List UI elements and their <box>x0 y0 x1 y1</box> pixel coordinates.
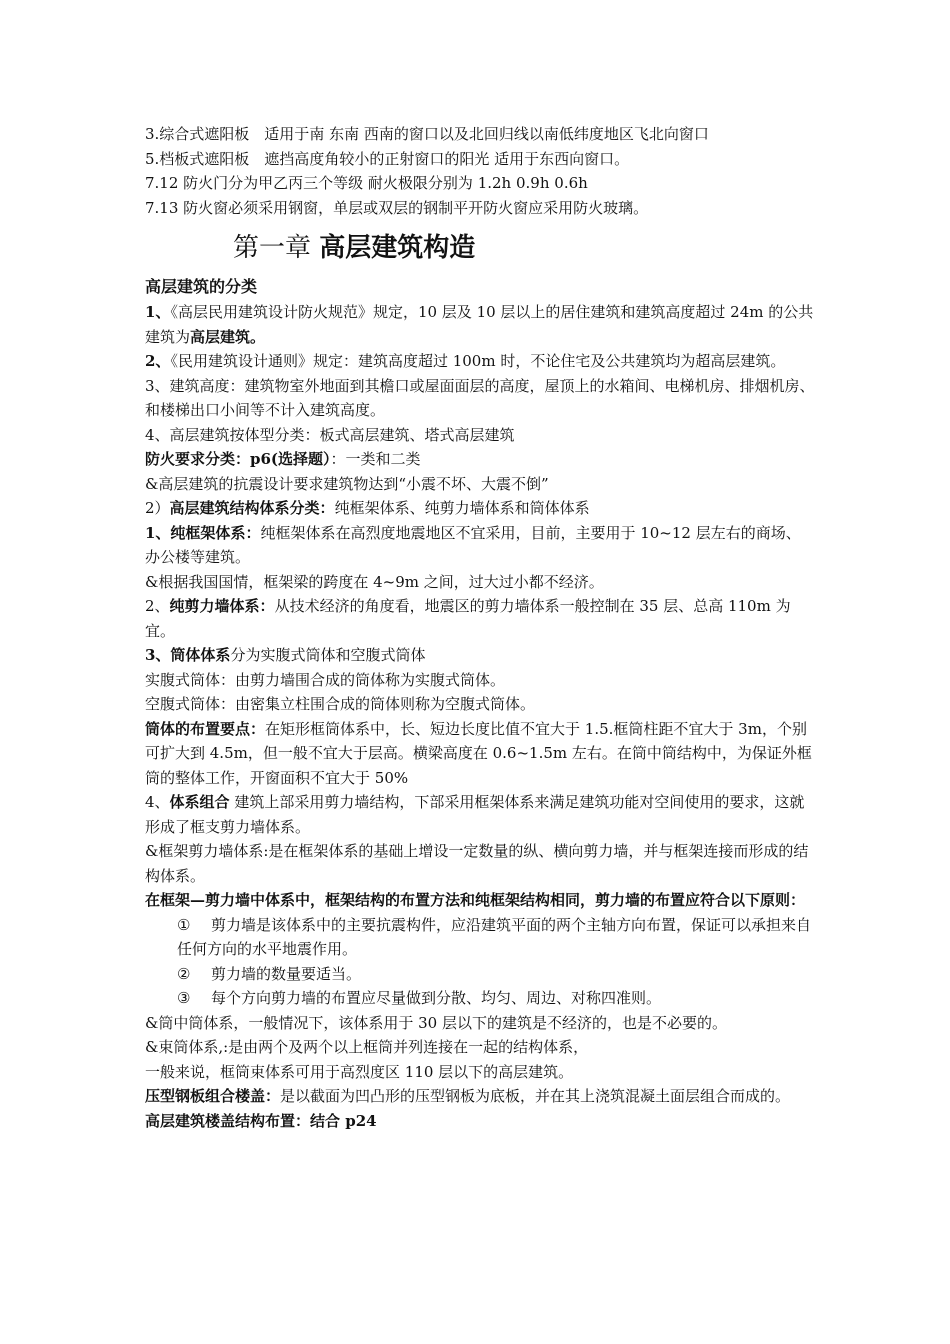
structure-system <box>145 496 815 521</box>
frame-shear-wall: &框架剪力墙体系:是在框架体系的基础上增设一定数量的纵、横向剪力墙，并与框架连接而形成的结构体系。 <box>145 842 809 885</box>
section-heading: 高层建筑的分类 <box>145 277 258 296</box>
rule-2 <box>145 962 815 987</box>
frame-system-text: 纯框架体系在高烈度地震地区不宜采用，目前，主要用于 10~12 层左右的商场、办公楼等建筑。 <box>145 523 801 566</box>
item-1-text: 《高层民用建筑设计防火规范》规定，10 层及 10 层以上的居住建筑和建筑高度超过 24m 的公共建筑为 <box>145 303 814 346</box>
rule-3 <box>145 986 815 1011</box>
chapter-name: 高层建筑构造 <box>319 233 476 263</box>
layout-principle: 在框架—剪力墙中体系中，框架结构的布置方法和纯框架结构相同，剪力墙的布置应符合以下原则： <box>145 891 806 909</box>
system-combination <box>145 790 815 839</box>
item-4: 4、高层建筑按体型分类：板式高层建筑、塔式高层建筑 <box>145 425 515 444</box>
rule-2-marker: ② <box>177 964 191 983</box>
frame-system-label: 1、纯框架体系： <box>145 523 261 542</box>
system-combination-text: 建筑上部采用剪力墙结构，下部采用框架体系来满足建筑功能对空间使用的要求，这就形成了框支剪力墙体系。 <box>145 793 805 836</box>
rule-1-text: 剪力墙是该体系中的主要抗震构件，应沿建筑平面的两个主轴方向布置，保证可以承担来自任何方向的水平地震作用。 <box>177 915 812 958</box>
solid-tube: 实腹式筒体：由剪力墙围合成的筒体称为实腹式筒体。 <box>145 670 506 689</box>
tube-system-text: 分为实腹式筒体和空腹式筒体 <box>230 646 426 664</box>
item-2 <box>145 349 815 374</box>
tube-system-label: 3、筒体体系 <box>145 646 231 664</box>
line-fire-window: 7.13 防火窗必须采用钢窗，单层或双层的钢制平开防火窗应采用防火玻璃。 <box>145 198 649 217</box>
rule-3-marker: ③ <box>177 989 191 1007</box>
steel-deck-label: 压型钢板组合楼盖： <box>145 1087 281 1105</box>
fire-classification-text: ：一类和二类 <box>330 450 421 468</box>
tube-in-tube: &筒中筒体系，一般情况下，该体系用于 30 层以下的建筑是不经济的，也是不必要的。 <box>145 1013 727 1032</box>
bundled-tube-usage: 一般来说，框筒束体系可用于高烈度区 110 层以下的高层建筑。 <box>145 1062 574 1081</box>
tube-layout-text: 在矩形框筒体系中，长、短边长度比值不宜大于 1.5.框筒柱距不宜大于 3m，个别可扩大到 4.5m，但一般不宜大于层高。横梁高度在 0.6~1.5m 左右。在筒中筒结构中，为保证外框筒的整体工作，开窗面积不宜大于 50% <box>145 719 812 787</box>
item-1-bold: 高层建筑。 <box>190 327 266 346</box>
chapter-prefix: 第一章 <box>233 233 320 263</box>
item-2-text: 《民用建筑设计通则》规定：建筑高度超过 100m 时，不论住宅及公共建筑均为超高层建筑。 <box>170 352 786 370</box>
bundled-tube: &束筒体系,:是由两个及两个以上框筒并列连接在一起的结构体系， <box>145 1038 589 1056</box>
chapter-title <box>233 228 815 268</box>
line-sunshade-baffle: 5.档板式遮阳板 遮挡高度角较小的正射窗口的阳光 适用于东西向窗口。 <box>145 149 630 168</box>
hollow-tube: 空腹式筒体：由密集立柱围合成的筒体则称为空腹式筒体。 <box>145 695 536 713</box>
frame-system <box>145 521 815 570</box>
shear-wall-system <box>145 594 815 643</box>
structure-system-number: 2） <box>145 499 170 517</box>
tube-system <box>145 643 815 668</box>
fire-classification-label: 防火要求分类：p6(选择题） <box>145 450 331 468</box>
fire-classification <box>145 447 815 472</box>
seismic-note: &高层建筑的抗震设计要求建筑物达到“小震不坏、大震不倒” <box>145 474 549 493</box>
tube-layout <box>145 717 815 791</box>
item-1-number: 1、 <box>145 303 171 321</box>
shear-wall-number: 2、 <box>145 597 170 615</box>
floor-layout: 高层建筑楼盖结构布置：结合 p24 <box>145 1111 377 1130</box>
rule-3-text: 每个方向剪力墙的布置应尽量做到分散、均匀、周边、对称四准则。 <box>211 989 662 1007</box>
item-3: 3、建筑高度：建筑物室外地面到其檐口或屋面面层的高度，屋顶上的水箱间、电梯机房、排烟机房、和楼梯出口小间等不计入建筑高度。 <box>145 376 815 419</box>
structure-system-text: 纯框架体系、纯剪力墙体系和筒体体系 <box>334 499 590 517</box>
item-2-number: 2、 <box>145 352 171 370</box>
line-fire-door: 7.12 防火门分为甲乙丙三个等级 耐火极限分别为 1.2h 0.9h 0.6h <box>145 174 588 192</box>
system-combination-label: 体系组合 <box>169 793 230 811</box>
span-note: &根据我国国情，框架梁的跨度在 4~9m 之间，过大过小都不经济。 <box>145 572 604 591</box>
item-1 <box>145 300 815 349</box>
tube-layout-label: 筒体的布置要点： <box>145 719 266 738</box>
system-combination-number: 4、 <box>145 793 170 811</box>
rule-1-marker: ① <box>177 915 191 934</box>
shear-wall-label: 纯剪力墙体系： <box>169 597 275 615</box>
rule-2-text: 剪力墙的数量要适当。 <box>211 964 362 983</box>
structure-system-label: 高层建筑结构体系分类： <box>169 499 335 517</box>
line-sunshade-combined: 3.综合式遮阳板 适用于南 东南 西南的窗口以及北回归线以南低纬度地区飞北向窗口 <box>145 125 709 143</box>
steel-deck <box>145 1084 815 1109</box>
steel-deck-text: 是以截面为凹凸形的压型钢板为底板，并在其上浇筑混凝土面层组合而成的。 <box>280 1087 791 1105</box>
shear-wall-text: 从技术经济的角度看，地震区的剪力墙体系一般控制在 35 层、总高 110m 为宜。 <box>145 597 791 640</box>
rule-1 <box>145 913 815 962</box>
document-page <box>145 122 815 1133</box>
